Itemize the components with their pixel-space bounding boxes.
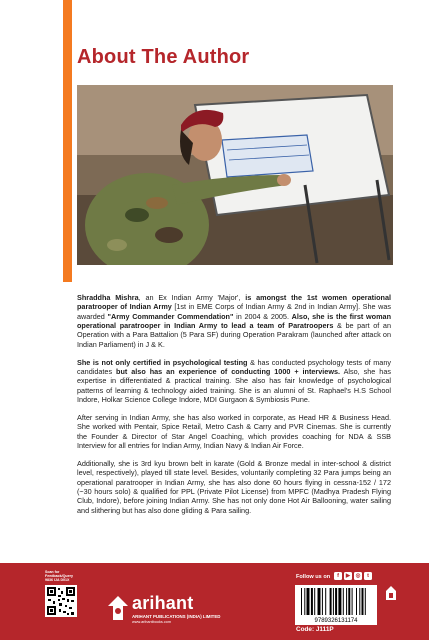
- barcode-bar: [362, 588, 364, 615]
- bio-text-run: & be part of an Operation with a Para Battalion (5 Para SF) during Operation Parakram (launched after attack on Indian Parliament) in J & K.: [77, 321, 391, 349]
- bio-text-run: but also has an experience of conducting 1000 + interviews.: [116, 367, 341, 376]
- qr-caption-1: Scan for Feedback/Query: [45, 570, 73, 579]
- bio-text-run: , an Ex Indian Army 'Major',: [138, 293, 246, 302]
- barcode-bar: [322, 588, 323, 615]
- twitter-icon[interactable]: t: [364, 572, 372, 580]
- bio-text-run: Also, she is the first woman operational paratrooper in Indian Army to lead a team of Paratroopers: [77, 311, 391, 331]
- barcode-bar: [318, 588, 321, 615]
- qr-code-icon[interactable]: [45, 585, 77, 617]
- author-bio: [77, 293, 391, 524]
- barcode-bar: [304, 588, 305, 615]
- barcode-bar: [352, 588, 353, 615]
- bio-text-run: Also, she has expertise in differentiated & practical training. She also has fair knowledge of psychological patterns of learning & technology aided training. She is an alumni of St. Raphael's H.S School Indore, Holkar Science College Indore, MDI Gurgaon & Symbiosis Pune.: [77, 367, 391, 405]
- brand-name: arihant: [132, 593, 194, 613]
- barcode-bar: [338, 588, 341, 615]
- barcode-bar: [301, 588, 302, 615]
- barcode-bar: [335, 588, 337, 615]
- barcode-bar: [348, 588, 350, 615]
- barcode-bar: [314, 588, 315, 615]
- bio-text-run: in 2004 & 2005.: [233, 311, 292, 321]
- author-photo-illustration: [77, 85, 393, 265]
- brand-url[interactable]: www.arihantbooks.com: [132, 620, 172, 624]
- page-title: About The Author: [77, 46, 250, 68]
- bio-paragraph-3: After serving in Indian Army, she has also worked in corporate, as Head HR & Business Head. She worked with Pentair, Spice Retail, Metro Cash & Carry and PVR Cinemas. She is currently the Founder & Director of Star Angel Coaching, which provides coaching for NDA & SSB Interview for all entries for Indian Army, Indian Navy & Indian Air Force.: [77, 412, 391, 450]
- barcode-bar: [346, 588, 347, 615]
- bio-text-run: is amongst the 1st women operational paratrooper of Indian Army: [77, 293, 391, 312]
- arihant-logo-icon: [106, 594, 130, 624]
- barcode-bar: [356, 588, 357, 615]
- youtube-icon[interactable]: ▶: [345, 573, 351, 579]
- brand-subtitle: ARIHANT PUBLICATIONS (INDIA) LIMITED: [132, 614, 221, 619]
- bio-text-run: [1st in EME Corps of Indian Army & 2nd in Indian Army]. She was awarded: [77, 302, 391, 321]
- instagram-icon[interactable]: ◎: [355, 573, 361, 579]
- bio-paragraph-4: Additionally, she is 3rd kyu brown belt in karate (Gold & Bronze medal in inter-school & district level, respectively), played till state level. Besides, voluntarily completing 32 Para jumps being an operational paratrooper in Indian Army, she has also done 60 hours flying in cessna-152 / 172 (~30 hours solo) & qualified for PPL (Private Pilot License) from MPFC (Madhya Pradesh Flying Club, Indore), before joining Indian Army. She has not only done Hot Air Ballooning, water sailing and slithering but has also done gliding & Para sailing.: [77, 458, 391, 515]
- barcode-bar: [325, 588, 326, 615]
- barcode-bar: [311, 588, 313, 615]
- bio-text-run: "Army Commander Commendation": [107, 311, 234, 321]
- barcode-bars-icon: [295, 585, 377, 625]
- barcode: [295, 585, 377, 625]
- book-code: Code: J111P: [296, 626, 334, 633]
- qr-block: [45, 570, 77, 617]
- bio-text-run: & has conducted psychology tests of many candidates: [77, 357, 391, 376]
- bio-paragraph-2: [77, 358, 391, 405]
- tag-icon: [385, 585, 397, 601]
- bio-text-run: She is not only certified in psychological testing: [77, 357, 248, 367]
- follow-us-label: Follow us on: [296, 574, 331, 580]
- bio-paragraph-1: [77, 293, 391, 349]
- barcode-bar: [307, 588, 310, 615]
- accent-bar: [63, 0, 72, 282]
- barcode-bar: [333, 588, 334, 615]
- barcode-digits: 9789326131174: [314, 618, 358, 624]
- barcode-bar: [330, 588, 332, 615]
- author-photo: [77, 85, 393, 265]
- social-links: [334, 572, 372, 580]
- barcode-bar: [343, 588, 344, 615]
- facebook-icon[interactable]: f: [334, 572, 342, 580]
- bio-text-run: Shraddha Mishra: [77, 293, 139, 302]
- barcode-bar: [359, 588, 360, 615]
- barcode-bar: [365, 588, 366, 615]
- qr-caption-2: 9836 IJA D01X: [45, 578, 70, 583]
